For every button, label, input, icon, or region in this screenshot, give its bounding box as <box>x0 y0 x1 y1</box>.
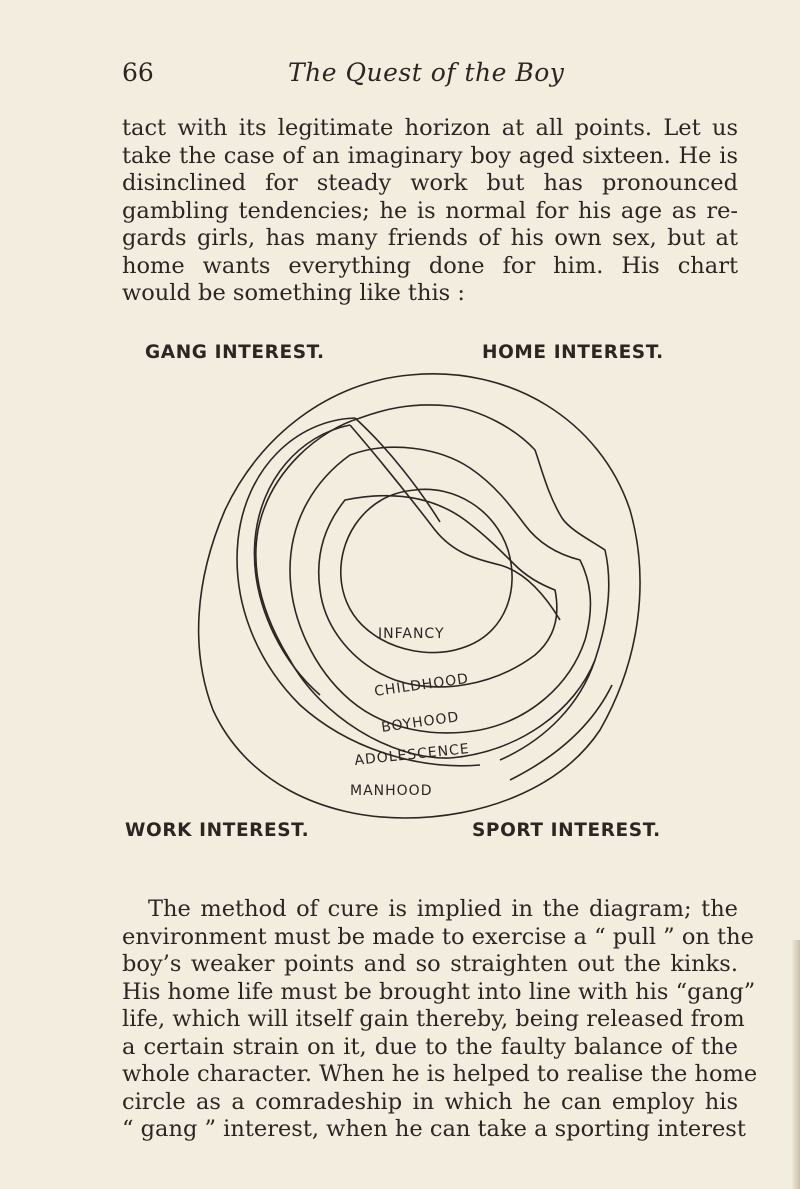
text-line: would be something like this : <box>122 280 465 306</box>
text-line: home wants everything done for him. His chart <box>122 252 738 279</box>
text-line: tact with its legitimate horizon at all points. Let us <box>122 115 738 141</box>
text-line: The method of cure is implied in the diagram; the <box>148 896 738 922</box>
paragraph-bottom <box>122 896 758 1144</box>
text-line: “ gang ” interest, when he can take a sporting interest <box>122 1116 746 1142</box>
running-title: The Quest of the Boy <box>288 58 565 87</box>
text-line: take the case of an imaginary boy aged sixteen. He is <box>122 142 738 169</box>
paragraph-top <box>122 115 738 308</box>
text-line: environment must be made to exercise a “ pull ” on the <box>122 923 754 950</box>
stage-label-boyhood: BOYHOOD <box>380 709 461 736</box>
interest-chart-diagram <box>125 340 710 860</box>
text-line: gards girls, has many friends of his own sex, but at <box>122 225 738 251</box>
stage-label-childhood: CHILDHOOD <box>373 670 470 700</box>
caption-home-interest: HOME INTEREST. <box>482 342 664 363</box>
kink-line <box>355 418 440 522</box>
sport-line <box>510 685 612 780</box>
text-line: gambling tendencies; he is normal for his age as re- <box>122 197 738 224</box>
page-edge-shadow <box>792 940 800 1189</box>
stage-label-adolescence: ADOLESCENCE <box>353 740 471 769</box>
text-line: disinclined for steady work but has pronounced <box>122 170 738 196</box>
sport-line <box>500 660 595 760</box>
text-line: circle as a comradeship in which he can employ his <box>122 1088 738 1115</box>
text-line: boy’s weaker points and so straighten out the kinks. <box>122 951 738 977</box>
kink-line <box>350 425 560 620</box>
text-line: His home life must be brought into line with his “gang” <box>122 978 756 1005</box>
caption-gang-interest: GANG INTEREST. <box>145 342 325 363</box>
running-head <box>0 58 800 98</box>
stage-label-infancy: INFANCY <box>378 626 445 642</box>
text-line: a certain strain on it, due to the faulty balance of the <box>122 1033 738 1060</box>
text-line: life, which will itself gain thereby, being released from <box>122 1006 745 1032</box>
diagram-drawing <box>150 340 710 860</box>
text-line: whole character. When he is helped to realise the home <box>122 1061 758 1087</box>
stage-label-manhood: MANHOOD <box>350 783 433 799</box>
caption-sport-interest: SPORT INTEREST. <box>472 820 661 841</box>
caption-work-interest: WORK INTEREST. <box>125 820 310 841</box>
page-number: 66 <box>122 58 154 87</box>
adolescence-ring <box>256 405 609 758</box>
